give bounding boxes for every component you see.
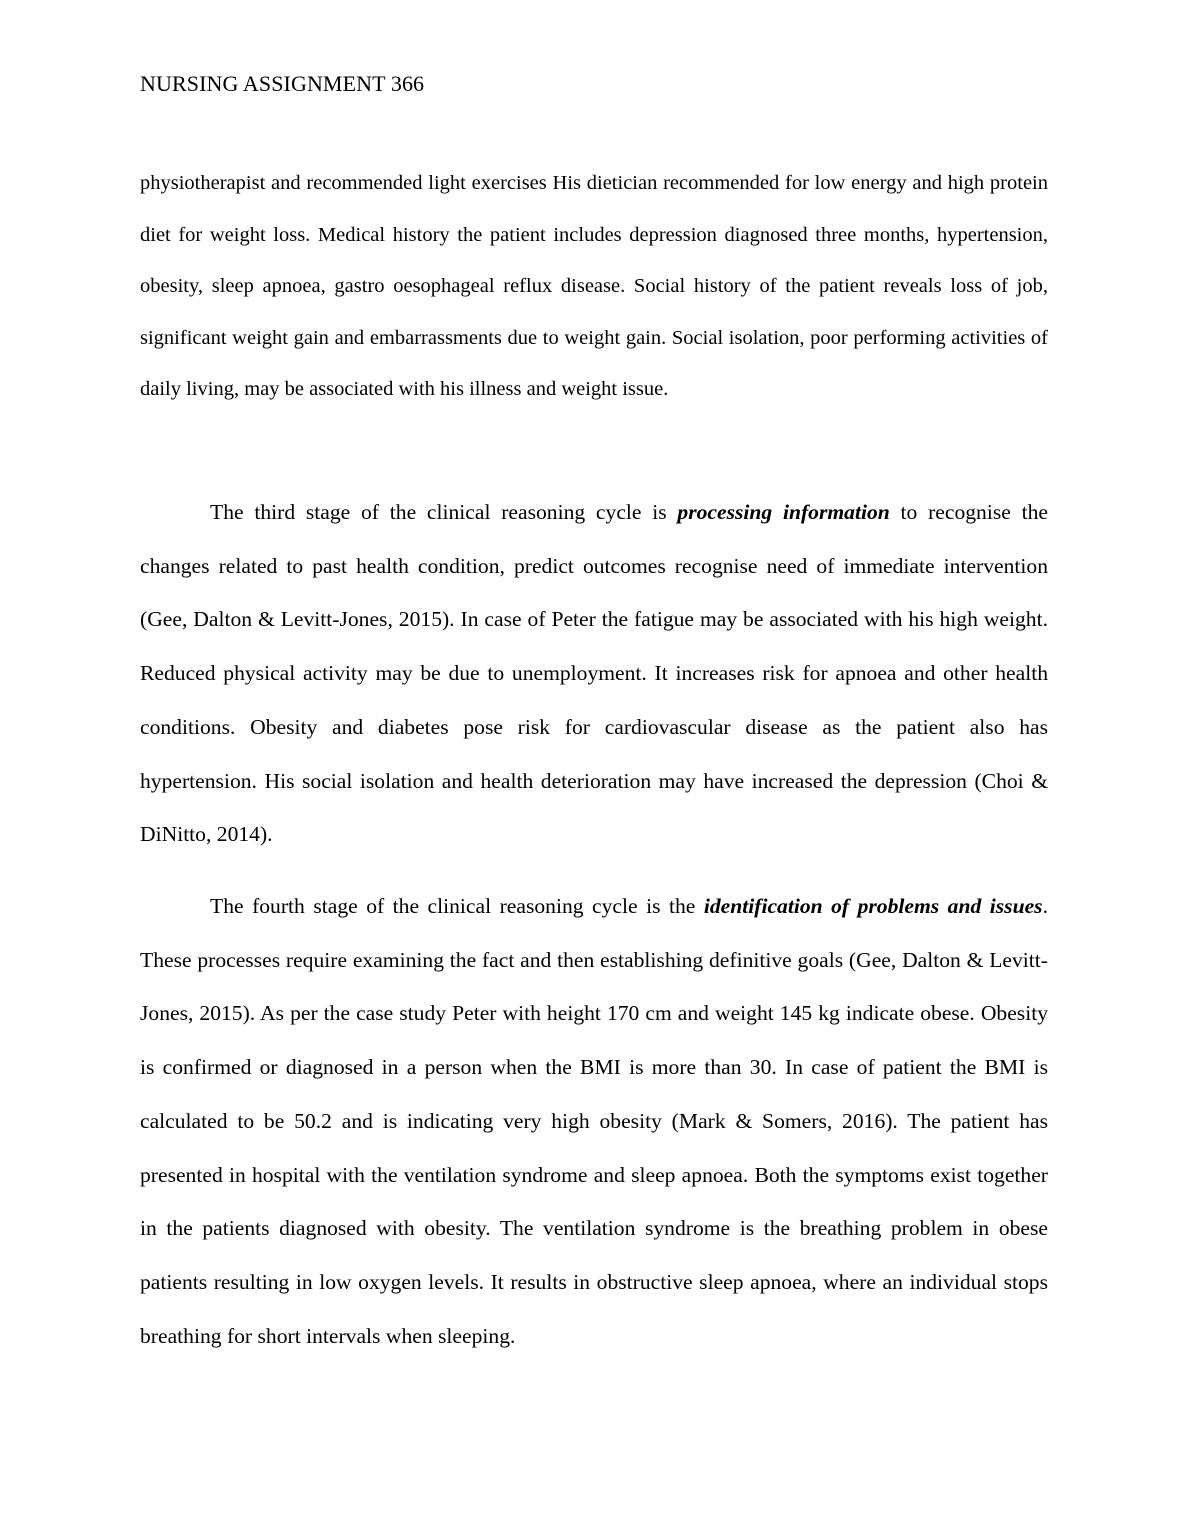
paragraph-processing-information	[140, 486, 1048, 862]
paragraph-patient-history	[140, 158, 1048, 416]
paragraph-identification-of-problems	[140, 880, 1048, 1363]
paragraph-text-lead: The third stage of the clinical reasoning cycle is	[210, 500, 678, 524]
paragraph-text-lead: The fourth stage of the clinical reasoning cycle is the	[210, 894, 704, 918]
paragraph-text-rest: to recognise the changes related to past health condition, predict outcomes recognise need of immediate intervention (Gee, Dalton & Levitt-Jones, 2015). In case of Peter the fatigue may be associated with his high weight. Reduced physical activity may be due to unemployment. It increases risk for apnoea and other health conditions. Obesity and diabetes pose risk for cardiovascular disease as the patient also has hypertension. His social isolation and health deterioration may have increased the depression (Choi & DiNitto, 2014).	[140, 500, 1048, 847]
emphasis-term: processing information	[677, 500, 890, 524]
emphasis-term: identification of problems and issues	[703, 894, 1043, 918]
paragraph-text-rest: . These processes require examining the fact and then establishing definitive goals (Gee, Dalton & Levitt-Jones, 2015). As per the case study Peter with height 170 cm and weight 145 kg indicate obese. Obesity is confirmed or diagnosed in a person when the BMI is more than 30. In case of patient the BMI is calculated to be 50.2 and is indicating very high obesity (Mark & Somers, 2016). The patient has presented in hospital with the ventilation syndrome and sleep apnoea. Both the symptoms exist together in the patients diagnosed with obesity. The ventilation syndrome is the breathing problem in obese patients resulting in low oxygen levels. It results in obstructive sleep apnoea, where an individual stops breathing for short intervals when sleeping.	[140, 894, 1048, 1348]
paragraph-text: physiotherapist and recommended light exercises His dietician recommended for low energy and high protein diet for weight loss. Medical history the patient includes depression diagnosed three months, hypertension, obesity, sleep apnoea, gastro oesophageal reflux disease. Social history of the patient reveals loss of job, significant weight gain and embarrassments due to weight gain. Social isolation, poor performing activities of daily living, may be associated with his illness and weight issue.	[140, 172, 1048, 401]
running-head: NURSING ASSIGNMENT 366	[140, 71, 425, 96]
